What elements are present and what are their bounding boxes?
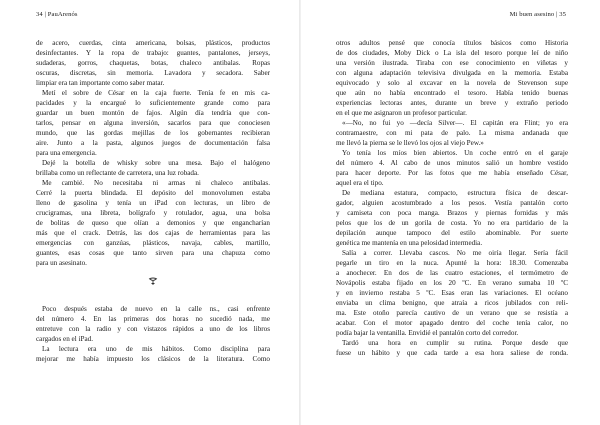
text-line: oscuras, discretas, sin memoria. Lavadora y secadora. Saber (36, 69, 270, 77)
text-line: Metí el sobre de César en la caja fuerte. Tenía fe en mis ca- (42, 89, 270, 97)
text-line: con alguna adaptación televisiva divulgada en la memoria. Estaba (336, 69, 568, 77)
text-line: enviaba un clima benigno, que atraía a ricos jubilados con reli- (336, 299, 568, 307)
text-line: emergencias con ganzúas, plásticos, navaja, cables, martillo, (36, 239, 270, 247)
text-line: cargados en el iPad. (36, 335, 93, 343)
text-line: que aún no había encontrado el tesoro. Había tenido buenas (336, 89, 568, 97)
text-line: guantes, esas cosas que tanto sirven para una chapuza como (36, 249, 270, 257)
text-line: acabar. Con el motor apagado dentro del coche tenía calor, no (336, 319, 568, 327)
section-break-ornament (36, 268, 270, 304)
text-line: del número 4. Al cabo de unos minutos salió un hombre vestido (336, 159, 568, 167)
text-line: de dos ciudades, Moby Dick o La isla del tesoro porque leí de niño (336, 49, 568, 57)
text-line: aquel era el tipo. (336, 179, 384, 187)
text-line: Yo tenía los míos bien abiertos. Un coche entró en el garaje (342, 149, 568, 157)
text-line: brillaba como un reflectante de carretera, una luz robada. (36, 169, 199, 177)
text-line: genética me mantenía en una pelosidad intermedia. (336, 239, 483, 247)
text-line: pelos que los de un gorila de costa. Yo no era partidario de la (336, 219, 568, 227)
text-line: del número 4. En las primeras dos horas no sucedió nada, me (36, 315, 270, 323)
text-line: tarlos, pensar en alguna inversión, sacarlos para que conociesen (36, 119, 270, 127)
text-line: más que el crack. Detrás, las dos cajas de herramientas para las (36, 229, 270, 237)
text-line: Poco después estaba de nuevo en la calle ns., casi enfrente (42, 305, 270, 313)
text-line: ma. Este otoño parecía cautivo de un verano que se resistía a (336, 309, 568, 317)
text-line: de acero, cuerdas, cinta americana, bolsas, plásticos, productos (36, 39, 270, 47)
text-line: mejorar me había impuesto los clásicos de la literatura. Como (36, 355, 270, 363)
text-line: lleno de gasolina y tenía un iPad con lecturas, un libro de (36, 199, 270, 207)
text-line: Salía a correr. Llevaba cascos. No me oiría llegar. Sería fácil (342, 249, 568, 257)
text-line: «—No, no fui yo —decía Silver—. El capitán era Flint; yo era (342, 119, 568, 127)
text-line: a anochecer. En dos de las cuatro estaciones, el termómetro de (336, 269, 568, 277)
text-line: sudaderas, gorros, chaquetas, botas, chaleco antibalas. Ropas (36, 59, 270, 67)
fleuron-icon (148, 268, 158, 298)
text-line: y camiseta con poca manga. Brazos y piernas fornidas y más (336, 209, 568, 217)
text-line: y en invierno restaba 5 ºC. Esas eran las variaciones. El océano (336, 289, 568, 297)
text-line: De mediana estatura, compacto, estructura física de descar- (342, 189, 568, 197)
text-line: crucigramas, una libreta, bolígrafo y rotulador, agua, una bolsa (36, 209, 270, 217)
text-line: en el que me asignaron un profesor particular. (336, 109, 467, 117)
text-line: de bolitas de queso que olían a demonios y que engancharían (36, 219, 270, 227)
text-line: limpiar era tan importante como saber matar. (36, 79, 165, 87)
text-line: otros adultos pensé que conocía títulos básicos como Historia (336, 39, 568, 47)
text-line: podía bajar la ventanilla. Envidié el pantalón corto del corredor. (336, 329, 519, 337)
text-line: contramaestre, con mi pata de palo. La misma andanada que (336, 129, 568, 137)
text-line: pegarle un tiro en la nuca. Apunté la hora: 18.30. Comenzaba (336, 259, 568, 267)
text-line: gador, alguien acostumbrado a los pesos. Vestía pantalón corto (336, 199, 568, 207)
text-line: depilación aunque tampoco del estilo abominable. Por suerte (336, 229, 568, 237)
text-line: Tardó una hora en cumplir su rutina. Porque desde que (342, 339, 568, 347)
text-line: para una emergencia. (36, 149, 97, 157)
text-line: me llevó la pierna se le llevó los ojos al viejo Pew.» (336, 139, 484, 147)
text-line: aire. Junto a la pasta, algunos juegos de documentación falsa (36, 139, 270, 147)
right-page (300, 0, 600, 425)
text-line: equivocado y solo al excavar en la novela de Stevenson supe (336, 79, 568, 87)
right-page-header: Mi buen asesino | 35 (509, 11, 566, 18)
text-line: Me cambié. No necesitaba ni armas ni chaleco antibalas. (42, 179, 270, 187)
text-line: fuese un hábito y que cada tarde a esa hora saliese de ronda. (336, 349, 568, 357)
text-line: para un asesinato. (36, 259, 87, 267)
text-line: guardar un buen montón de fajos. Algún día tendría que con- (36, 109, 270, 117)
text-line: una versión ilustrada. Tiraba con ese conocimiento en viñetas y (336, 59, 568, 67)
text-line: Dejé la botella de whisky sobre una mesa. Bajo el halógeno (42, 159, 270, 167)
text-line: para hacer deporte. Por las fotos que me había enseñado César, (336, 169, 568, 177)
left-page-header: 34 | PauArenós (36, 11, 78, 18)
text-line: Cerré la puerta blindada. El depósito del monovolumen estaba (36, 189, 270, 197)
text-line: La lectura era uno de mis hábitos. Como disciplina para (42, 345, 270, 353)
text-line: entretuve con la radio y con vistazos rápidos a uno de los libros (36, 325, 270, 333)
text-line: mundo, que las gordas mejillas de los gobernantes recibieran (36, 129, 270, 137)
left-page-body (36, 38, 270, 364)
right-page-body (336, 38, 568, 358)
text-line: pacidades y la encargué lo suficientemente grande como para (36, 99, 270, 107)
text-line: desinfectantes. Y la ropa de trabajo: guantes, pantalones, jerseys, (36, 49, 270, 57)
text-line: Novápolis estaba fijado en los 20 ºC. En verano sumaba 10 ºC (336, 279, 568, 287)
text-line: experiencias lectoras antes, durante un breve y extraño periodo (336, 99, 568, 107)
